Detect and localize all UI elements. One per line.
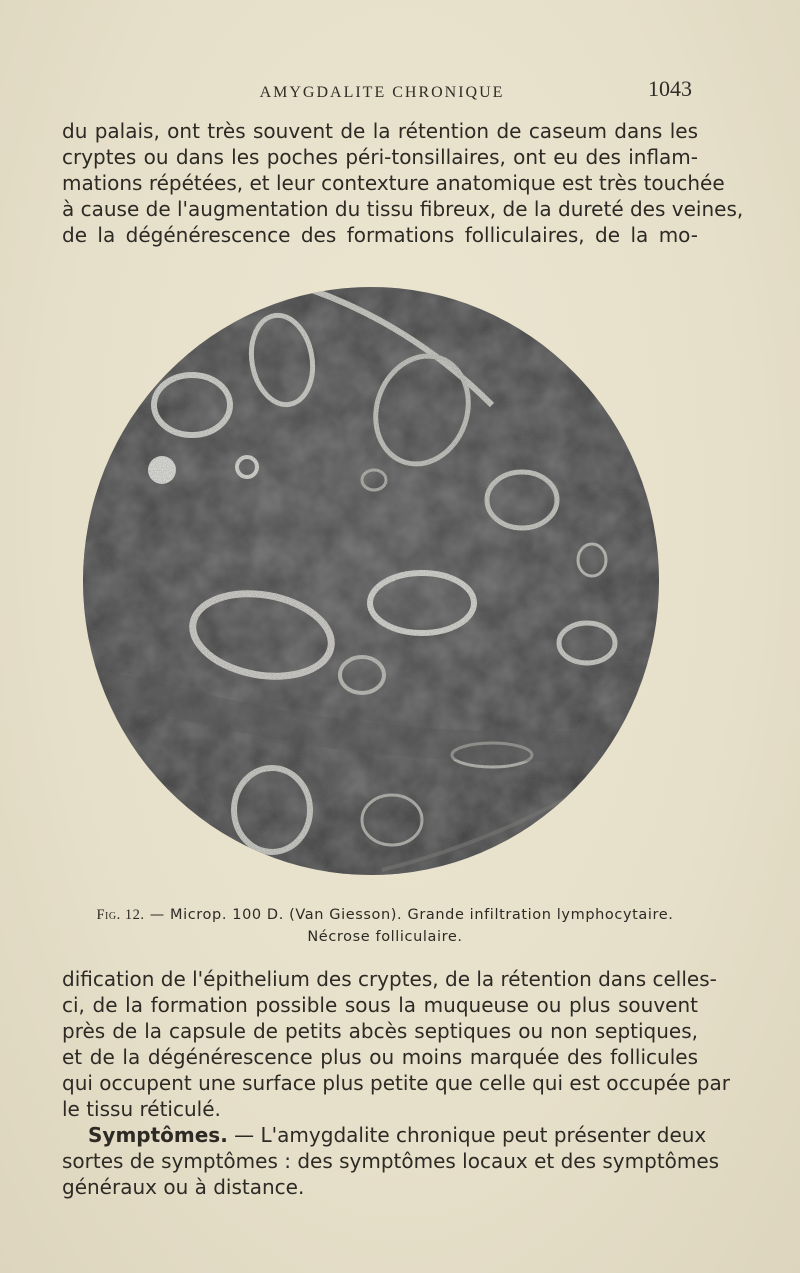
text-line: dification de l'épithelium des cryptes, de la rétention dans celles- — [62, 967, 717, 991]
figure-label: Fig. 12. — [96, 907, 145, 923]
figure-caption — [70, 904, 700, 948]
paragraph-symptoms — [62, 1122, 720, 1200]
text-line: à cause de l'augmentation du tissu fibreux, de la dureté des veines, — [62, 197, 744, 221]
text-line: cryptes ou dans les poches péri-tonsillaires, ont eu des inflam- — [62, 145, 698, 169]
text-line: qui occupent une surface plus petite que celle qui est occupée par — [62, 1071, 731, 1095]
text-line: sortes de symptômes : des symptômes locaux et des symptômes — [62, 1149, 720, 1173]
paragraph-top — [62, 118, 744, 248]
running-head — [62, 76, 702, 106]
text-line: généraux ou à distance. — [62, 1175, 305, 1199]
text-line: ci, de la formation possible sous la muqueuse ou plus souvent — [62, 993, 698, 1017]
text-line: de la dégénérescence des formations folliculaires, de la mo- — [62, 223, 698, 247]
text-line: près de la capsule de petits abcès septiques ou non septiques, — [62, 1019, 698, 1043]
paragraph-bottom — [62, 966, 731, 1122]
symptoms-heading: Symptômes. — [88, 1123, 228, 1147]
caption-line-2: Nécrose folliculaire. — [307, 929, 463, 945]
text-line: du palais, ont très souvent de la rétention de caseum dans les — [62, 119, 698, 143]
micrograph-figure — [82, 285, 660, 877]
text-line: le tissu réticulé. — [62, 1097, 221, 1121]
text-line: et de la dégénérescence plus ou moins marquée des follicules — [62, 1045, 698, 1069]
page-number: 1043 — [648, 76, 692, 101]
running-title: AMYGDALITE CHRONIQUE — [259, 84, 505, 101]
symptoms-line-1: — L'amygdalite chronique peut présenter deux — [227, 1123, 707, 1147]
text-line: mations répétées, et leur contexture anatomique est très touchée — [62, 171, 725, 195]
caption-line-1: — Microp. 100 D. (Van Giesson). Grande infiltration lymphocytaire. — [149, 907, 674, 923]
micrograph-image — [82, 285, 660, 877]
symptoms-first-line — [62, 1122, 707, 1148]
